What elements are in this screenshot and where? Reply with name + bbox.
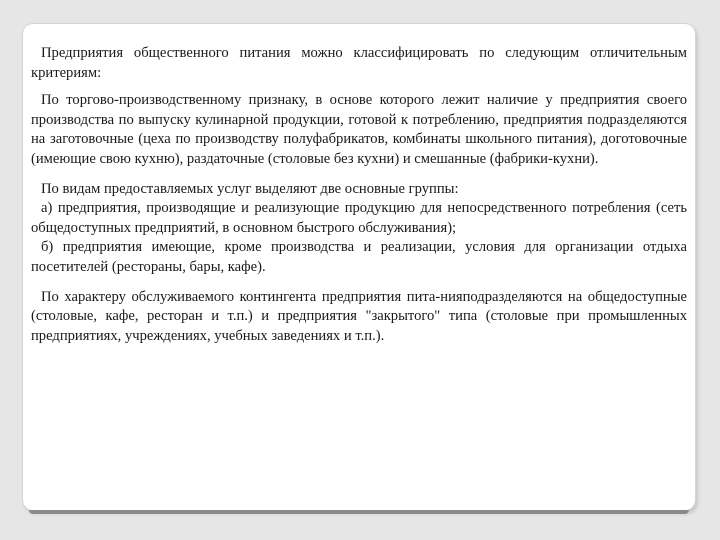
services-item-b: б) предприятия имеющие, кроме производства и реализации, условия для организации отдыха посетителей (рестораны, бары, кафе). <box>31 239 687 275</box>
spacer <box>31 83 687 91</box>
spacer <box>31 170 687 180</box>
spacer <box>31 278 687 288</box>
slide-card <box>23 24 695 510</box>
trade-production-paragraph: По торгово-производственному признаку, в основе которого лежит наличие у предприятия своего производства по выпуску кулинарной продукции, готовой к потреблению, предприятия подразделяются на заготовочные (цеха по производству полуфабрикатов, комбинаты школьного питания), доготовочные (имеющие свою кухню), раздаточные (столовые без кухни) и смешанные (фабрики-кухни). <box>31 92 687 167</box>
slide-content <box>31 44 687 346</box>
intro-paragraph: Предприятия общественного питания можно классифицировать по следующим отличительным критериям: <box>31 45 687 81</box>
contingent-paragraph: По характеру обслуживаемого контингента предприятия пита-нияподразделяются на общедоступные (столовые, кафе, ресторан и т.п.) и предприятия "закрытого" типа (столовые при промышленных предприятиях, учреждениях, учебных заведениях и т.п.). <box>31 288 687 344</box>
services-paragraph: По видам предоставляемых услуг выделяют две основные группы: <box>41 180 459 197</box>
services-item-a: а) предприятия, производящие и реализующие продукцию для непосредственного потребления (сеть общедоступных предприятий, в основном быстрого обслуживания); <box>31 200 687 236</box>
